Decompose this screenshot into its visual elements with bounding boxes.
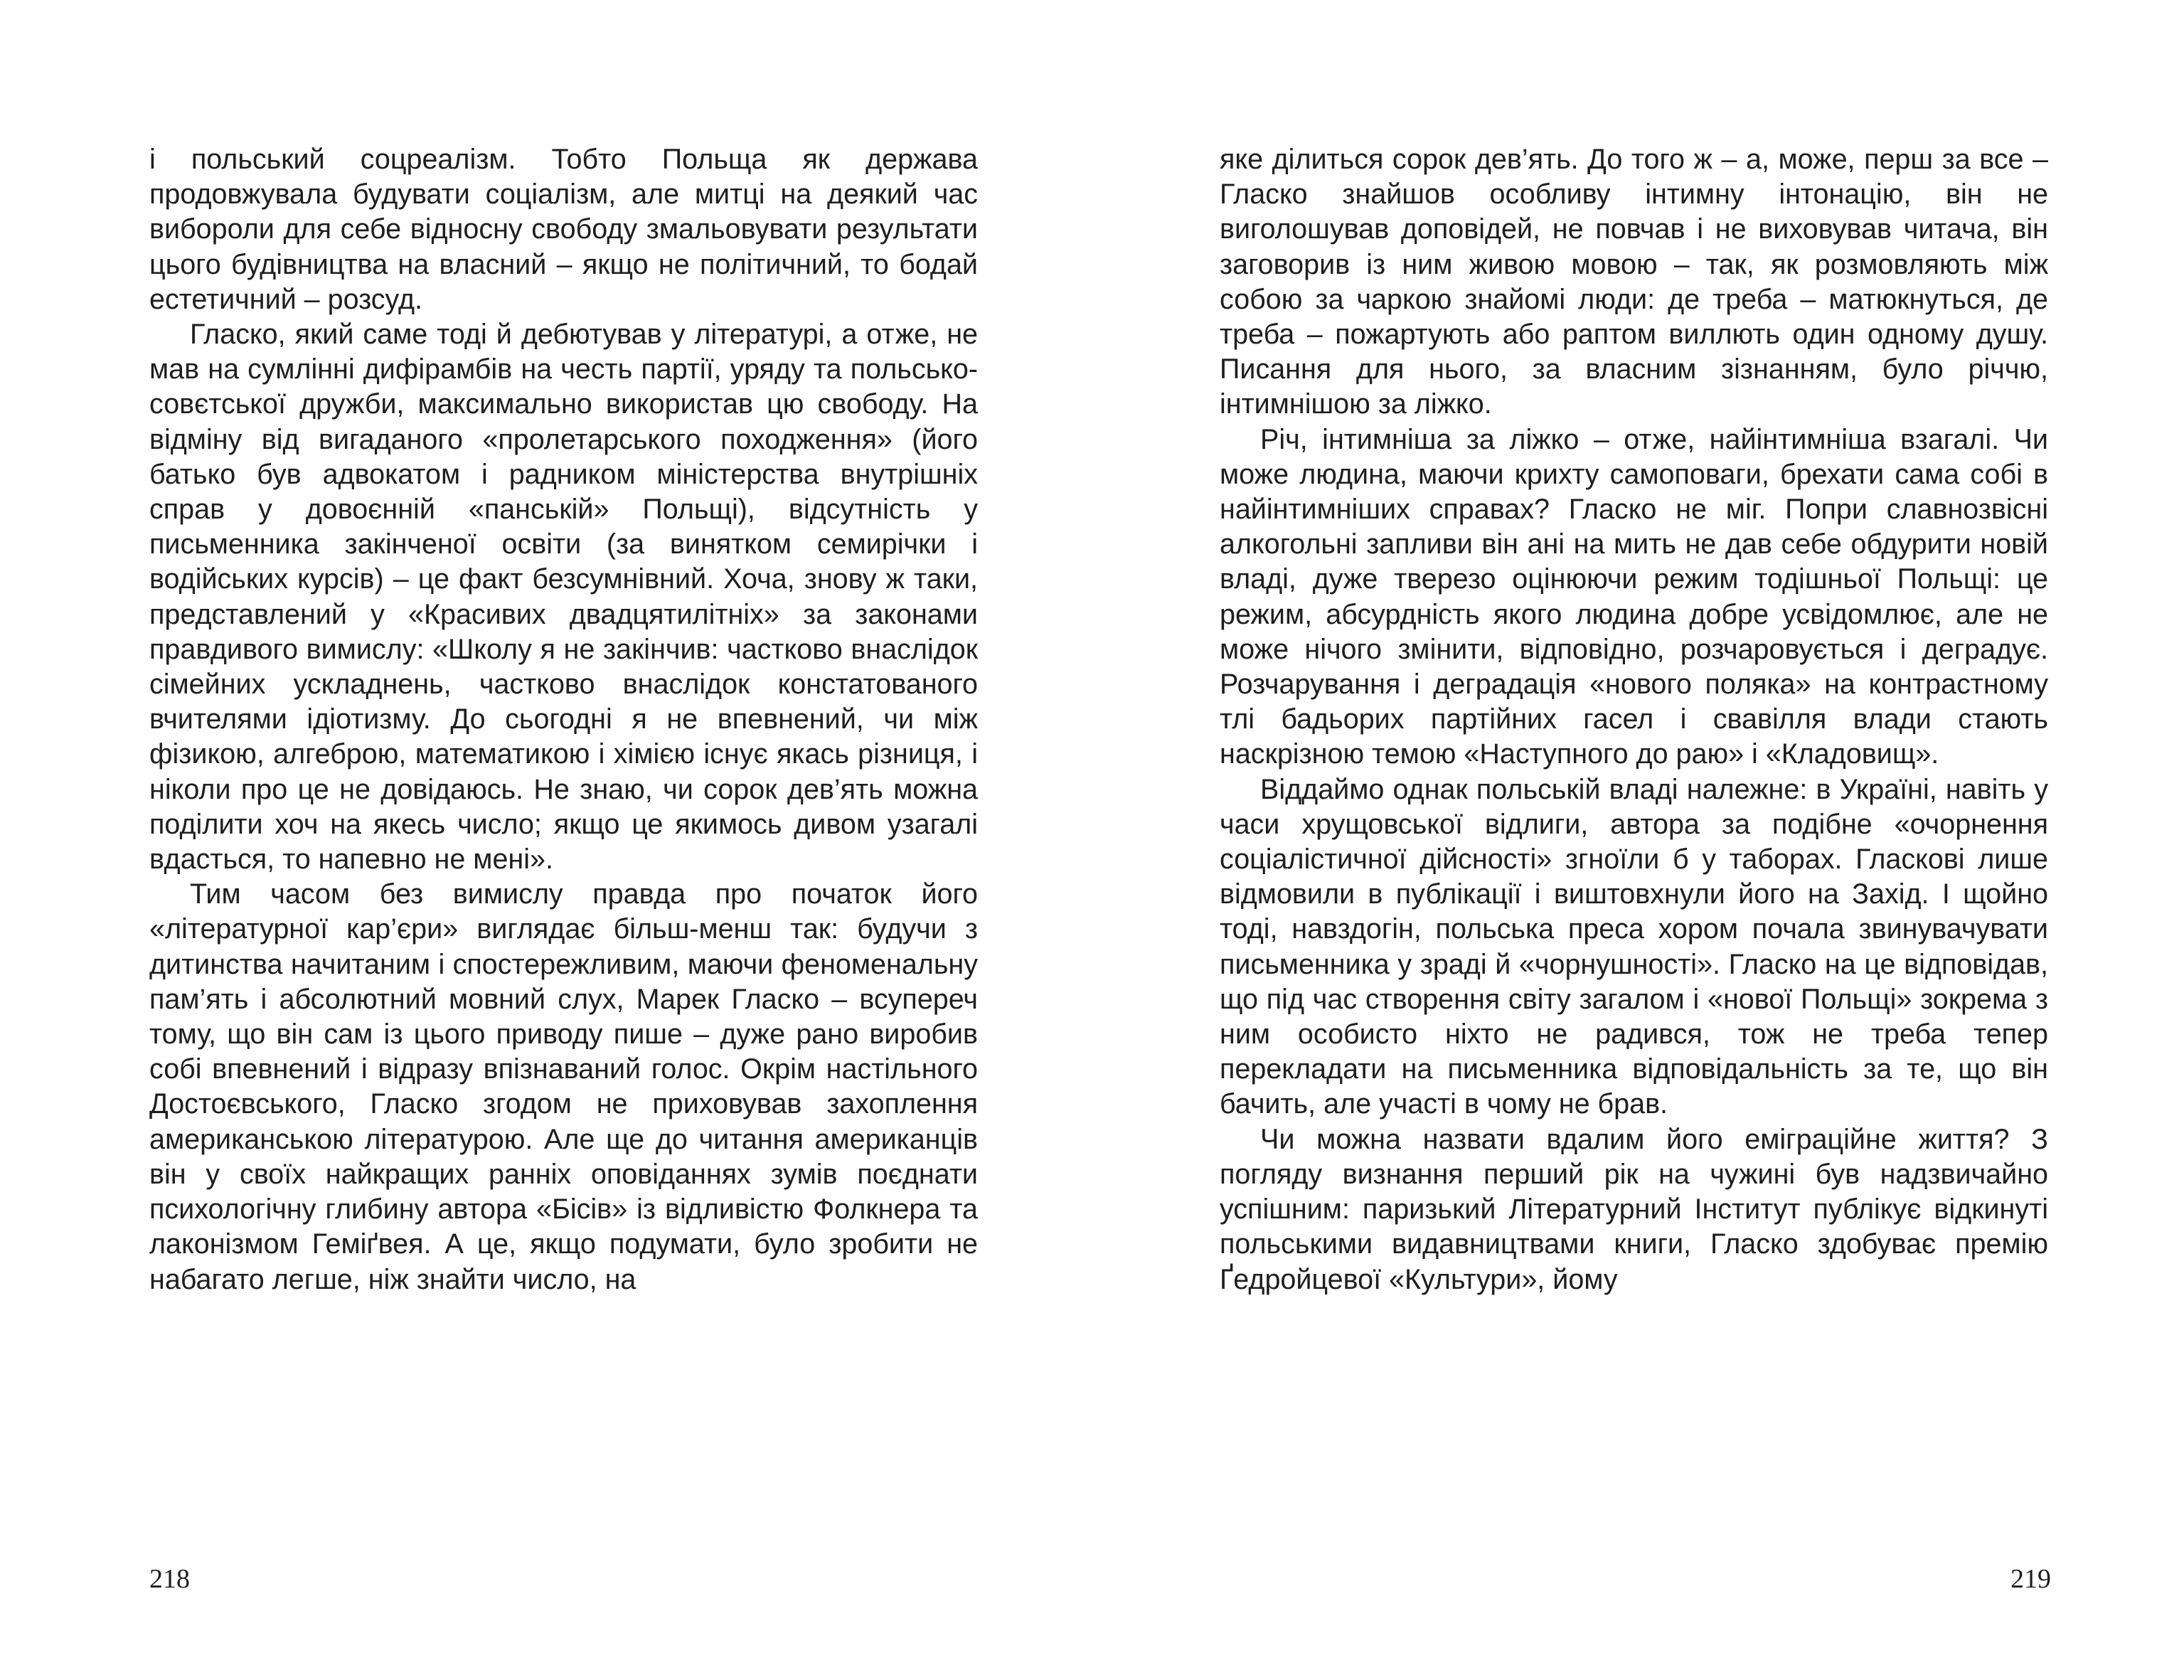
left-page-number: 218	[149, 1564, 190, 1594]
left-page-text	[149, 142, 978, 1297]
paragraph: Віддаймо однак польській владі належне: в Україні, навіть у часи хрущовської відлиги, автора за подібне «очорнення соціалістичної дійсності» згноїли б у таборах. Гласкові лише відмовили в публікації і виштовхнули його на Захід. І щойно тоді, навздогін, польська преса хором почала звинувачувати письменника у зраді й «чорнушності». Гласко на це відповідав, що під час створення світу загалом і «нової Польщі» зокрема з ним особисто ніхто не радився, тож не треба тепер перекладати на письменника відповідальність за те, що він бачить, але участі в чому не брав.	[1220, 773, 2048, 1120]
paragraph: Річ, інтимніша за ліжко – отже, найінтимніша взагалі. Чи може людина, маючи крихту самоповаги, брехати сама собі в найінтимніших справах? Гласко не міг. Попри славнозвісні алкогольні запливи він ані на мить не дав себе обдурити новій владі, дуже тверезо оцінюючи режим тодішньої Польщі: це режим, абсурдність якого людина добре усвідомлює, але не може нічого змінити, відповідно, розчаровується і деградує. Розчарування і деградація «нового поляка» на контрастному тлі бадьорих партійних гасел і свавілля влади стають наскрізною темою «Наступного до раю» і «Кладовищ».	[1220, 423, 2048, 770]
right-page-text	[1220, 142, 2048, 1297]
paragraph: і польський соцреалізм. Тобто Польща як держава продовжувала будувати соціалізм, але митці на деякий час вибороли для себе відносну свободу змальовувати результати цього будівництва на власний – якщо не політичний, то бодай естетичний – розсуд.	[149, 144, 978, 315]
right-page-number: 219	[2010, 1564, 2051, 1594]
paragraph: Гласко, який саме тоді й дебютував у літературі, а отже, не мав на сумлінні дифірамбів на честь партії, уряду та польсько-совєтської дружби, максимально використав цю свободу. На відміну від вигаданого «пролетарського походження» (його батько був адвокатом і радником міністерства внутрішніх справ у довоєнній «панській» Польщі), відсутність у письменника закінченої освіти (за винятком семирічки і водійських курсів) – це факт безсумнівний. Хоча, знову ж таки, представлений у «Красивих двадцятилітніх» за законами правдивого вимислу: «Школу я не закінчив: частково внаслідок сімейних ускладнень, частково внаслідок констатованого вчителями ідіотизму. До сьогодні я не впевнений, чи між фізикою, алгеброю, математикою і хімією існує якась різниця, і ніколи про це не довідаюсь. Не знаю, чи сорок дев’ять можна поділити хоч на якесь число; якщо це якимось дивом узагалі вдасться, то напевно не мені».	[149, 319, 978, 876]
paragraph: Тим часом без вимислу правда про початок його «літературної кар’єри» виглядає більш-менш так: будучи з дитинства начитаним і спостережливим, маючи феноменальну пам’ять і абсолютний мовний слух, Марек Гласко – всупереч тому, що він сам із цього приводу пише – дуже рано виробив собі впевнений і відразу впізнаваний голос. Окрім настільного Достоєвського, Гласко згодом не приховував захоплення американською літературою. Але ще до читання американців він у своїх найкращих ранніх оповіданнях зумів поєднати психологічну глибину автора «Бісів» із відливістю Фолкнера та лаконізмом Геміґвея. А це, якщо подумати, було зробити не набагато легше, ніж знайти число, на	[149, 878, 978, 1295]
paragraph: Чи можна назвати вдалим його еміграційне життя? З погляду визнання перший рік на чужині був надзвичайно успішним: паризький Літературний Інститут публікує відкинуті польськими видавництвами книги, Гласко здобуває премію Ґедройцевої «Культури», йому	[1220, 1123, 2048, 1295]
paragraph: яке ділиться сорок дев’ять. До того ж – а, може, перш за все – Гласко знайшов особливу інтимну інтонацію, він не виголошував доповідей, не повчав і не виховував читача, він заговорив із ним живою мовою – так, як розмовляють між собою за чаркою знайомі люди: де треба – матюкнуться, де треба – пожартують або раптом виллють один одному душу. Писання для нього, за власним зізнанням, було річчю, інтимнішою за ліжко.	[1220, 144, 2048, 420]
